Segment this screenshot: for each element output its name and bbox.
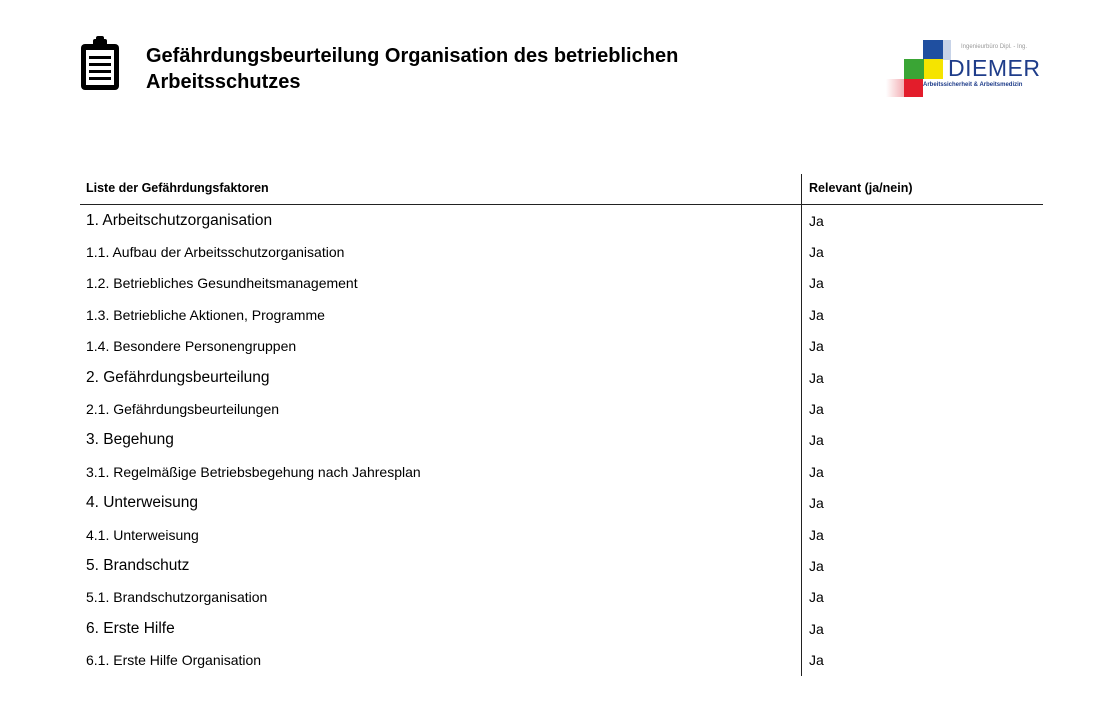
table-header — [80, 174, 1043, 205]
table-row — [80, 613, 1043, 644]
table-row — [80, 331, 1043, 362]
relevant-value: Ja — [801, 268, 1043, 299]
clipboard-icon — [79, 36, 121, 92]
logo-subtitle: Arbeitssicherheit & Arbeitsmedizin — [923, 82, 1023, 88]
table-row — [80, 362, 1043, 393]
factor-label: 6. Erste Hilfe — [86, 619, 175, 637]
logo-red-square — [904, 79, 923, 97]
table-row — [80, 519, 1043, 550]
logo-top-line: Ingenieurbüro Dipl. - Ing. — [961, 44, 1028, 50]
hazard-factor-table — [80, 174, 1043, 676]
factor-label: 1. Arbeitschutzorganisation — [86, 211, 273, 229]
table-row — [80, 393, 1043, 424]
relevant-value: Ja — [801, 236, 1043, 267]
factor-label: 3. Begehung — [86, 431, 174, 449]
factor-label: 4. Unterweisung — [86, 494, 199, 512]
relevant-value: Ja — [801, 331, 1043, 362]
relevant-value: Ja — [801, 613, 1043, 644]
factor-label: 1.4. Besondere Personengruppen — [86, 338, 297, 355]
factor-label: 5. Brandschutz — [86, 556, 190, 574]
relevant-value: Ja — [801, 205, 1043, 236]
table-row — [80, 582, 1043, 613]
factor-label: 1.1. Aufbau der Arbeitsschutzorganisation — [86, 244, 345, 261]
relevant-value: Ja — [801, 425, 1043, 456]
relevant-value: Ja — [801, 488, 1043, 519]
factor-label: 1.2. Betriebliches Gesundheitsmanagement — [86, 275, 358, 292]
relevant-value: Ja — [801, 644, 1043, 675]
factor-label: 2. Gefährdungsbeurteilung — [86, 368, 270, 386]
table-row — [80, 550, 1043, 581]
logo-name: DIEMER — [948, 55, 1041, 81]
factor-label: 5.1. Brandschutzorganisation — [86, 589, 268, 606]
relevant-value: Ja — [801, 299, 1043, 330]
table-row — [80, 268, 1043, 299]
factor-label: 3.1. Regelmäßige Betriebsbegehung nach Jahresplan — [86, 463, 421, 480]
column-header-factors: Liste der Gefährdungsfaktoren — [86, 181, 269, 195]
logo-yellow-square — [924, 59, 943, 79]
table-row — [80, 236, 1043, 267]
logo-red-fade — [886, 79, 904, 97]
table-body — [80, 205, 1043, 676]
relevant-value: Ja — [801, 550, 1043, 581]
table-row — [80, 205, 1043, 236]
table-row — [80, 425, 1043, 456]
table-row — [80, 644, 1043, 675]
company-logo — [884, 38, 1044, 98]
table-row — [80, 488, 1043, 519]
column-header-relevant: Relevant (ja/nein) — [801, 174, 1043, 204]
relevant-value: Ja — [801, 362, 1043, 393]
relevant-value: Ja — [801, 456, 1043, 487]
relevant-value: Ja — [801, 393, 1043, 424]
factor-label: 1.3. Betriebliche Aktionen, Programme — [86, 306, 325, 323]
logo-blue-square — [923, 40, 943, 60]
logo-green-square — [904, 59, 924, 79]
factor-label: 6.1. Erste Hilfe Organisation — [86, 652, 262, 669]
factor-label: 2.1. Gefährdungsbeurteilungen — [86, 401, 280, 418]
document-title: Gefährdungsbeurteilung Organisation des betrieblichen Arbeitsschutzes — [146, 45, 679, 93]
relevant-value: Ja — [801, 582, 1043, 613]
table-row — [80, 299, 1043, 330]
relevant-value: Ja — [801, 519, 1043, 550]
table-row — [80, 456, 1043, 487]
factor-label: 4.1. Unterweisung — [86, 526, 199, 543]
